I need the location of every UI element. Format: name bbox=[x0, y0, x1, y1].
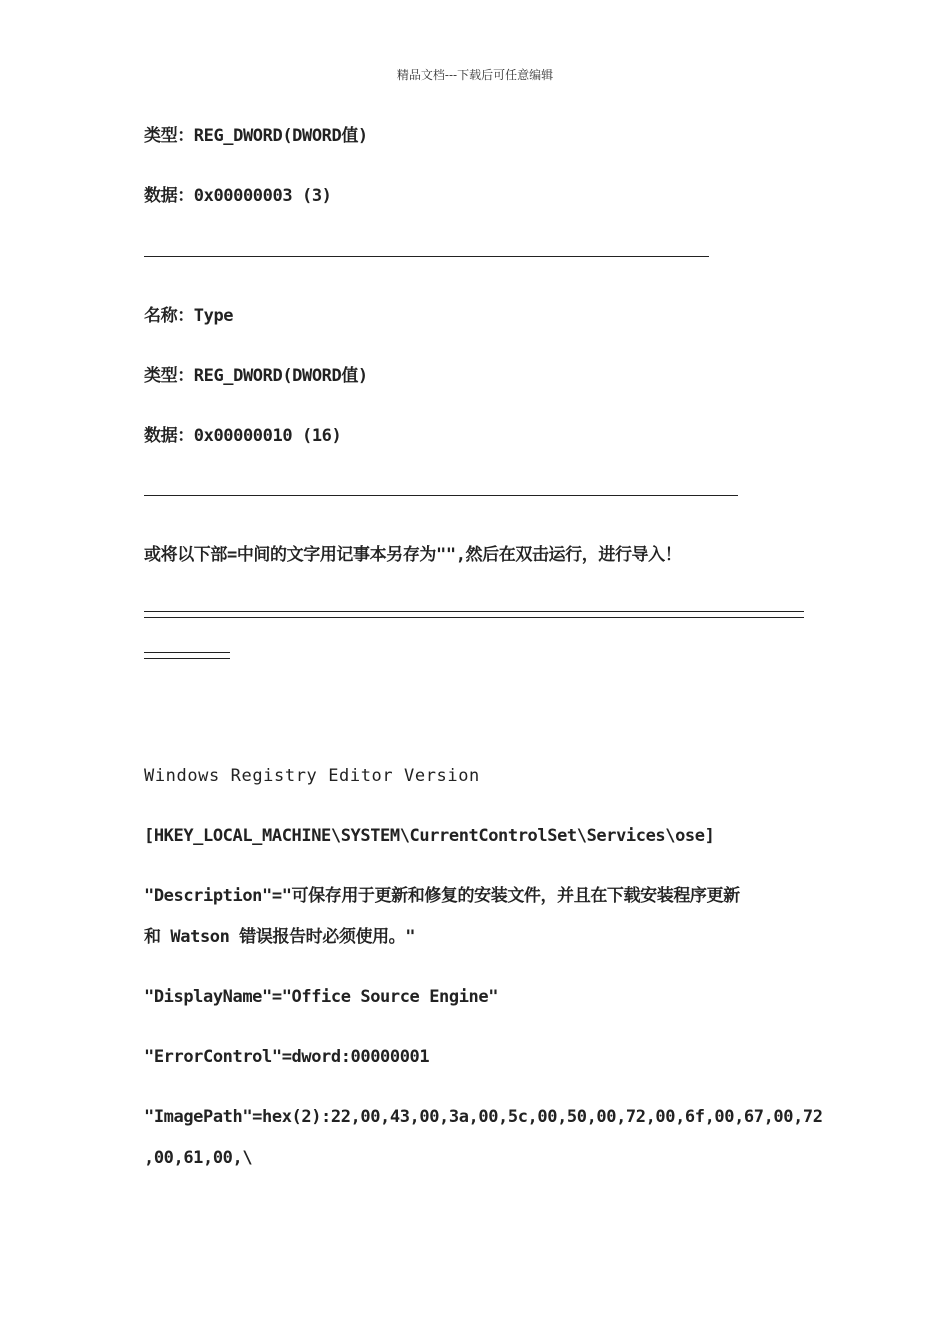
data-line-2: 数据：0x00000010 (16) bbox=[144, 426, 342, 446]
separator-rule bbox=[144, 495, 738, 496]
registry-key: [HKEY_LOCAL_MACHINE\SYSTEM\CurrentControlSet\Services\ose] bbox=[144, 826, 715, 846]
description-line-2: 和 Watson 错误报告时必须使用。" bbox=[144, 927, 416, 947]
page-header: 精品文档---下载后可任意编辑 bbox=[396, 68, 554, 82]
image-path-line-2: ,00,61,00,\ bbox=[144, 1148, 253, 1168]
equals-divider bbox=[144, 611, 804, 618]
type-line-2: 类型：REG_DWORD(DWORD值) bbox=[144, 366, 368, 386]
equals-divider bbox=[144, 652, 230, 659]
description-line-1: "Description"="可保存用于更新和修复的安装文件，并且在下载安装程序更新 bbox=[144, 886, 740, 906]
separator-rule bbox=[144, 256, 709, 257]
type-line-1: 类型：REG_DWORD(DWORD值) bbox=[144, 126, 368, 146]
data-line-1: 数据：0x00000003 (3) bbox=[144, 186, 332, 206]
name-line-2: 名称：Type bbox=[144, 306, 234, 326]
registry-header: Windows Registry Editor Version bbox=[144, 766, 480, 786]
error-control-line: "ErrorControl"=dword:00000001 bbox=[144, 1047, 430, 1067]
instruction-text: 或将以下部=中间的文字用记事本另存为"",然后在双击运行，进行导入！ bbox=[144, 545, 682, 565]
image-path-line-1: "ImagePath"=hex(2):22,00,43,00,3a,00,5c,00,50,00,72,00,6f,00,67,00,72 bbox=[144, 1107, 823, 1127]
display-name-line: "DisplayName"="Office Source Engine" bbox=[144, 987, 499, 1007]
